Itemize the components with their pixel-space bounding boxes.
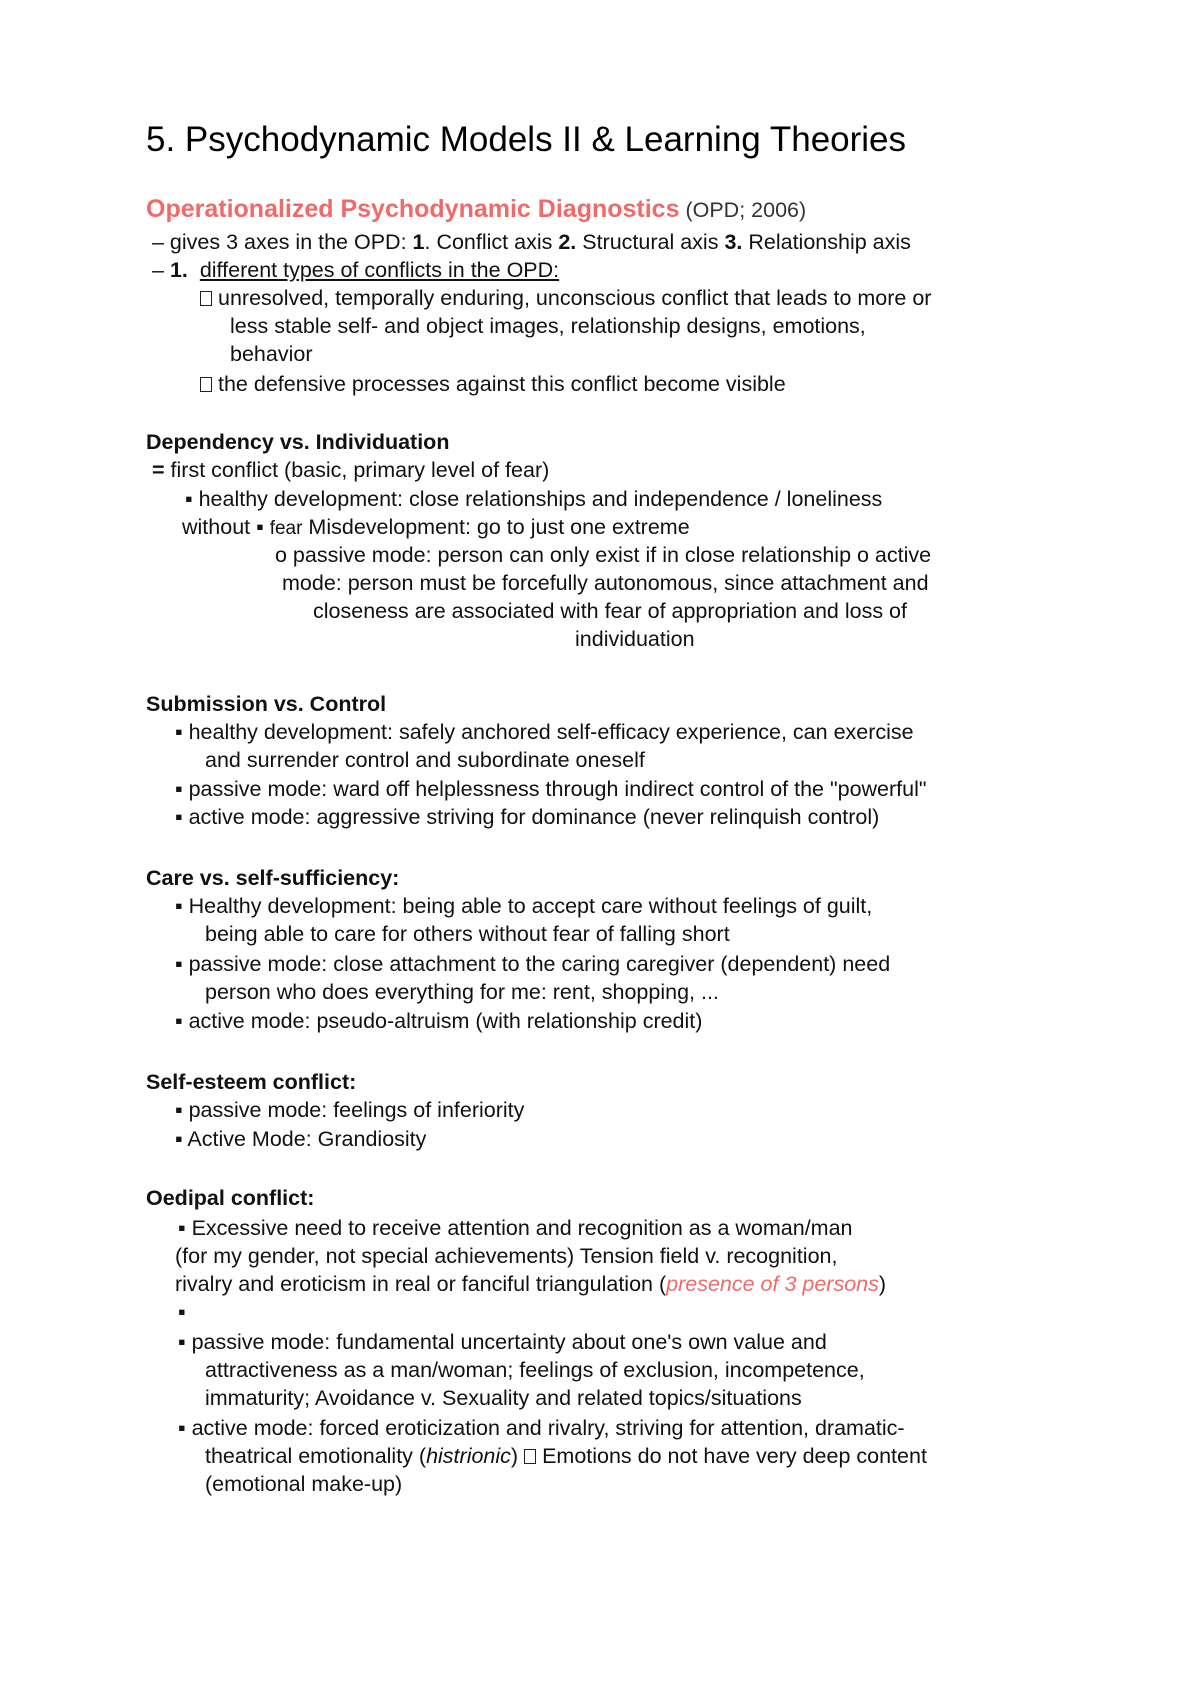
opd-bullet-1	[200, 284, 931, 312]
care-line-1: ▪ Healthy development: being able to accept care without feelings of guilt,	[175, 894, 873, 918]
dependency-line-5: closeness are associated with fear of appropriation and loss of	[313, 599, 907, 623]
types-text: different types of conflicts in the OPD:	[199, 258, 560, 282]
dependency-line-4: mode: person must be forcefully autonomous, since attachment and	[282, 571, 929, 595]
submission-line-4: ▪ active mode: aggressive striving for dominance (never relinquish control)	[175, 805, 880, 829]
opd-text-1: unresolved, temporally enduring, unconscious conflict that leads to more or	[218, 286, 932, 310]
opd-heading-line	[146, 195, 806, 224]
opd-axes-line	[152, 228, 911, 256]
dependency-line-6: individuation	[575, 627, 695, 651]
axes-number-2: 2.	[558, 230, 577, 254]
dependency-line-1: ▪ healthy development: close relationships and independence / loneliness	[185, 487, 883, 511]
oedipal-heading: Oedipal conflict:	[146, 1186, 315, 1210]
opd-types-line	[152, 256, 559, 284]
oedipal-line-5: ▪ passive mode: fundamental uncertainty about one's own value and	[178, 1330, 827, 1354]
care-heading: Care vs. self-sufficiency:	[146, 866, 400, 890]
oedipal-text-9c: )	[510, 1444, 525, 1468]
oedipal-line-8: ▪ active mode: forced eroticization and rivalry, striving for attention, dramatic-	[178, 1416, 905, 1440]
dependency-line-2	[182, 513, 690, 543]
opd-text-2: less stable self- and object images, relationship designs, emotions,	[230, 314, 866, 338]
opd-text-3: behavior	[230, 342, 313, 366]
axes-text-3: Relationship axis	[742, 230, 911, 254]
self-esteem-heading: Self-esteem conflict:	[146, 1070, 357, 1094]
dependency-text-0: first conflict (basic, primary level of fear)	[164, 458, 550, 482]
axes-number-1: 1	[412, 230, 425, 254]
oedipal-text-3b: presence of 3 persons	[666, 1272, 879, 1296]
checkbox-glyph-icon	[200, 291, 212, 306]
oedipal-line-9	[205, 1442, 927, 1470]
self-esteem-line-1: ▪ passive mode: feelings of inferiority	[175, 1098, 525, 1122]
types-number: 1.	[169, 258, 188, 282]
submission-line-2: and surrender control and subordinate oneself	[205, 748, 645, 772]
dependency-text-2c: Misdevelopment: go to just one extreme	[302, 515, 690, 539]
oedipal-text-9b: histrionic	[426, 1444, 511, 1468]
oedipal-text-3c: )	[878, 1272, 887, 1296]
opd-heading-suffix: (OPD; 2006)	[679, 198, 807, 222]
oedipal-text-3a: rivalry and eroticism in real or fanciful triangulation (	[175, 1272, 667, 1296]
oedipal-text-9d: Emotions do not have very deep content	[542, 1444, 927, 1468]
oedipal-line-1: ▪ Excessive need to receive attention and recognition as a woman/man	[178, 1216, 853, 1240]
axes-number-3: 3.	[724, 230, 743, 254]
dependency-text-2a: without ▪	[182, 515, 270, 539]
care-line-5: ▪ active mode: pseudo-altruism (with relationship credit)	[175, 1009, 703, 1033]
self-esteem-line-2: ▪ Active Mode: Grandiosity	[175, 1127, 427, 1151]
oedipal-line-2: (for my gender, not special achievements) Tension field v. recognition,	[175, 1244, 838, 1268]
care-line-2: being able to care for others without fear of falling short	[205, 922, 730, 946]
submission-line-1: ▪ healthy development: safely anchored self-efficacy experience, can exercise	[175, 720, 914, 744]
dependency-line-3: o passive mode: person can only exist if in close relationship o active	[275, 543, 932, 567]
care-line-4: person who does everything for me: rent, shopping, ...	[205, 980, 719, 1004]
oedipal-line-6: attractiveness as a man/woman; feelings of exclusion, incompetence,	[205, 1358, 865, 1382]
axes-text-1: . Conflict axis	[424, 230, 559, 254]
oedipal-text-9a: theatrical emotionality (	[205, 1444, 427, 1468]
axes-text-2: Structural axis	[576, 230, 725, 254]
opd-text-4: the defensive processes against this conflict become visible	[218, 372, 786, 396]
care-line-3: ▪ passive mode: close attachment to the caring caregiver (dependent) need	[175, 952, 891, 976]
oedipal-line-10: (emotional make-up)	[205, 1472, 403, 1496]
submission-line-3: ▪ passive mode: ward off helplessness through indirect control of the "powerful"	[175, 777, 927, 801]
opd-heading: Operationalized Psychodynamic Diagnostics	[146, 195, 680, 223]
checkbox-glyph-icon	[200, 377, 212, 392]
opd-bullet-2	[200, 370, 786, 398]
equals-sign: =	[152, 458, 165, 482]
oedipal-line-4: ▪	[178, 1300, 186, 1324]
types-prefix: –	[152, 258, 170, 282]
oedipal-line-3	[175, 1270, 886, 1298]
submission-heading: Submission vs. Control	[146, 692, 387, 716]
checkbox-glyph-icon	[524, 1449, 536, 1464]
dependency-text-2b: fear	[269, 518, 303, 539]
oedipal-line-7: immaturity; Avoidance v. Sexuality and related topics/situations	[205, 1386, 802, 1410]
page-title: 5. Psychodynamic Models II & Learning Theories	[146, 120, 907, 159]
dependency-line-0	[152, 456, 549, 484]
dependency-heading: Dependency vs. Individuation	[146, 430, 450, 454]
axes-prefix: – gives 3 axes in the OPD:	[152, 230, 413, 254]
